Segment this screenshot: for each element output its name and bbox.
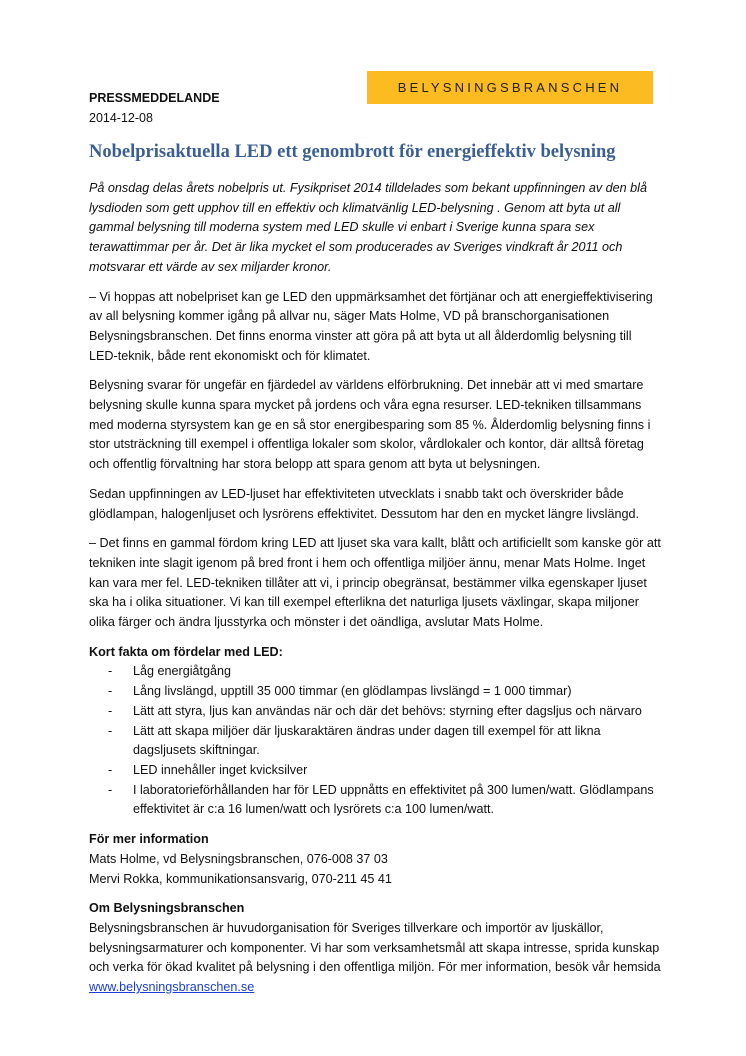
contact-line: Mervi Rokka, kommunikationsansvarig, 070-211 45 41 [89,871,392,886]
list-item: - I laboratorieförhållanden har för LED uppnåtts en effektivitet på 300 lumen/watt. Glödlampans effektivitet är c:a 16 lumen/watt och lysrörets c:a 100 lumen/watt. [108,782,654,817]
list-item: - LED innehåller inget kvicksilver [89,761,661,781]
about-text: Belysningsbranschen är huvudorganisation för Sveriges tillverkare och importör av ljuskällor, belysningsarmaturer och komponenter. Vi har som verksamhetsmål att skapa intresse, sprida kunskap och verka för ökad kvalitet på belysning i den offentliga miljön. För mer information, besök vår hemsida www.belysningsbranschen.se [89,920,661,995]
list-item: - Lätt att skapa miljöer där ljuskaraktären ändras under dagen till exempel för att likna dagsljusets skiftningar. [108,723,601,758]
document-type-label: PRESSMEDDELANDE [89,91,220,105]
list-item: - Låg energiåtgång [89,662,661,682]
contact-line: Mats Holme, vd Belysningsbranschen, 076-008 37 03 [89,851,388,866]
brand-banner [367,71,653,104]
brand-name: BELYSNINGSBRANSCHEN [397,80,623,95]
bullet-dash: - [108,723,113,738]
headline: Nobelprisaktuella LED ett genombrott för energieffektiv belysning [89,142,616,162]
release-date: 2014-12-08 [89,111,153,125]
more-info-section [89,830,661,889]
list-item: - Lång livslängd, upptill 35 000 timmar (en glödlampas livslängd = 1 000 timmar) [89,682,661,702]
website-link[interactable]: www.belysningsbranschen.se [89,980,255,995]
bullet-dash: - [108,664,113,679]
facts-title: Kort fakta om fördelar med LED: [89,644,283,659]
body-paragraph-4: – Det finns en gammal fördom kring LED att ljuset ska vara kallt, blått och artificiellt som kanske gör att tekniken inte slagit igenom på bred front i hem och offentliga miljöer ännu, menar Mats Holme. Inget kan vara mer fel. LED-tekniken tillåter att vi, i princip obegränsat, bestämmer vilka egenskaper ljuset ska ha i olika situationer. Vi kan till exempel efterlikna det naturliga ljusets växlingar, skapa miljoner olika färger och ändra ljusstyrka och mönster i det oändliga, avslutar Mats Holme. [89,536,661,630]
facts-list [89,662,661,820]
body-content [89,179,661,1008]
body-paragraph-3: Sedan uppfinningen av LED-ljuset har effektiviteten utvecklats i snabb takt och överskrider både glödlampan, halogenljuset och lysrörens effektivitet. Dessutom har den en mycket längre livslängd. [89,486,639,521]
bullet-dash: - [108,782,113,797]
body-paragraph-1: – Vi hoppas att nobelpriset kan ge LED den uppmärksamhet det förtjänar och att energieffektivisering av all belysning kommer igång på allvar nu, säger Mats Holme, VD på branschorganisationen Belysningsbranschen. Det finns enorma vinster att göra på att byta ut all ålderdomlig belysning till LED-teknik, både rent ekonomiskt och för klimatet. [89,289,653,363]
bullet-dash: - [108,762,113,777]
more-info-title: För mer information [89,832,209,847]
about-section [89,899,661,998]
lead-paragraph: På onsdag delas årets nobelpris ut. Fysikpriset 2014 tilldelades som bekant uppfinningen av den blå lysdioden som gett upphov till en effektiv och klimatvänlig LED-belysning . Genom att byta ut all gammal belysning till moderna system med LED skulle vi enbart i Sverige kunna spara sex terawattimmar per år. Det är lika mycket el som producerades av Sveriges vindkraft år 2011 och motsvarar ett värde av sex miljarder kronor. [89,181,647,274]
list-item: - Lätt att styra, ljus kan användas när och där det behövs: styrning efter dagsljus och närvaro [89,702,661,722]
bullet-dash: - [108,684,113,699]
about-title: Om Belysningsbranschen [89,901,245,916]
body-paragraph-2: Belysning svarar för ungefär en fjärdedel av världens elförbrukning. Det innebär att vi med smartare belysning skulle kunna spara mycket på jordens och våra egna resurser. LED-tekniken tillsammans med moderna styrsystem kan ge en så stor energibesparing som 85 %. Ålderdomlig belysning finns i stor utsträckning till exempel i offentliga lokaler som skolor, vårdlokaler och kontor, där alltså företag och offentlig förvaltning har stora belopp att spara genom att byta ut belysningen. [89,378,651,472]
bullet-dash: - [108,703,113,718]
